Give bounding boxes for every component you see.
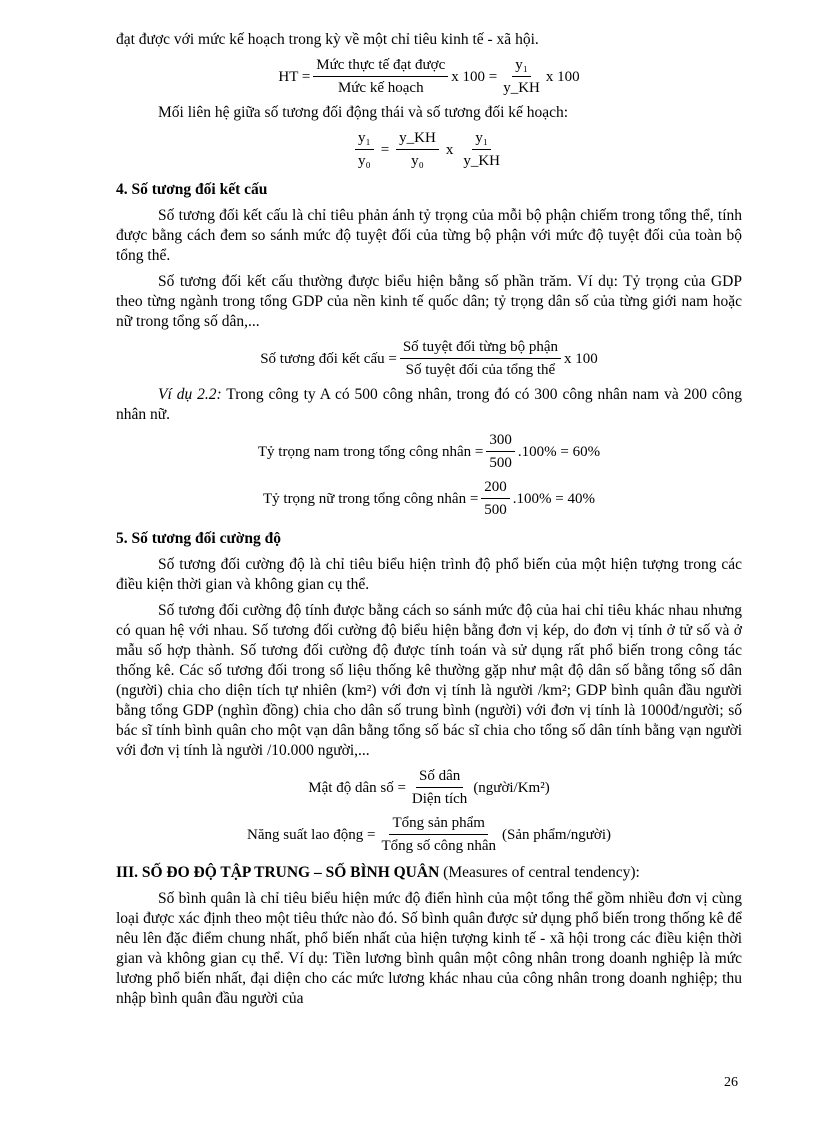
formula-ht-den1: Mức kế hoạch (337, 80, 424, 96)
formula-nam-lhs: Tỷ trọng nam trong tổng công nhân = (257, 443, 484, 460)
formula-rel-a-num: y₁ (355, 129, 374, 150)
section-4-paragraph-1: Số tương đối kết cấu là chỉ tiêu phản ánh tỷ trọng của mỗi bộ phận chiếm trong tổng thể, tính được bằng cách đem so sánh mức độ tuyệt đối của từng bộ phận với mức độ tuyệt đối của toàn bộ tổng thể. (116, 207, 742, 264)
formula-ht (116, 56, 742, 97)
formula-rel-b-num: y_KH (396, 129, 439, 150)
relation-paragraph: Mối liên hệ giữa số tương đối động thái và số tương đối kế hoạch: (158, 104, 569, 121)
page-content (116, 30, 742, 1009)
formula-md-lhs: Mật độ dân số = (308, 779, 406, 796)
formula-ty-trong-nam (116, 431, 742, 472)
formula-kc-mul: x 100 (564, 350, 598, 367)
formula-ht-lhs: HT = (278, 68, 311, 85)
section-4-paragraph-2: Số tương đối kết cấu thường được biểu hiện bằng số phần trăm. Ví dụ: Tỷ trọng của GDP theo từng ngành trong tổng GDP của nền kinh tế quốc dân; tỷ trọng dân số của từng giới nam hoặc nữ trong tổng số dân,... (116, 273, 742, 330)
formula-rel-c-num: y₁ (472, 129, 491, 150)
formula-ht-mul1: x 100 = (451, 68, 498, 85)
formula-kc-num: Số tuyệt đối từng bộ phận (400, 338, 561, 359)
formula-ht-num1: Mức thực tế đạt được (313, 56, 448, 77)
formula-kc-fraction (400, 338, 561, 379)
heading-section-4: 4. Số tương đối kết cấu (116, 181, 268, 198)
formula-ns-num: Tổng sản phẩm (389, 814, 487, 835)
formula-md-num: Số dân (416, 767, 463, 788)
formula-ns-lhs: Năng suất lao động = (247, 826, 376, 843)
formula-nu-den: 500 (484, 502, 507, 518)
formula-md-fraction (409, 767, 470, 808)
formula-kc-lhs: Số tương đối kết cấu = (260, 350, 397, 367)
formula-md-den: Diện tích (411, 791, 468, 807)
example-paragraph (116, 385, 742, 425)
formula-md-rhs: (người/Km²) (473, 779, 550, 796)
formula-ns-den: Tổng số công nhân (381, 838, 497, 854)
heading-iii-title: III. SỐ ĐO ĐỘ TẬP TRUNG – SỐ BÌNH QUÂN (116, 864, 440, 881)
formula-rel-b-den: y₀ (411, 153, 424, 169)
example-text: Trong công ty A có 500 công nhân, trong đó có 300 công nhân nam và 200 công nhân nữ. (116, 386, 742, 423)
section-iii-paragraph: Số bình quân là chỉ tiêu biểu hiện mức độ điển hình của một tổng thể gồm nhiều đơn vị cùng loại được xác định theo một tiêu thức nào đó. Số bình quân được sử dụng phổ biến trong thống kê để nêu lên đặc điểm chung nhất, phổ biến nhất của hiện tượng kinh tế - xã hội trong các điều kiện thời gian và không gian cụ thể. Ví dụ: Tiền lương bình quân một công nhân trong doanh nghiệp là mức lương phổ biến nhất, đại diện cho các mức lương khác nhau của công nhân trong doanh nghiệp; thu nhập bình quân đầu người của (116, 890, 742, 1007)
heading-section-iii (116, 863, 742, 883)
section-5-paragraph-2: Số tương đối cường độ tính được bằng cách so sánh mức độ của hai chỉ tiêu khác nhau nhưng có quan hệ với nhau. Số tương đối cường độ biểu hiện bằng đơn vị kép, do đơn vị tính ở tử số và ở mẫu số hợp thành. Số tương đối cường độ được tính toán và sử dụng rất phổ biến trong công tác thống kê. Các số tương đối trong số liệu thống kê thường gặp như mật độ dân số bằng tổng số dân (người) chia cho diện tích tự nhiên (km²) với đơn vị tính là người /km²; GDP bình quân đầu người bằng tổng GDP (nghìn đồng) chia cho dân số trung bình (người) với đơn vị tính là 1000đ/người; số bác sĩ tính bình quân cho một vạn dân bằng tổng số bác sĩ chia cho tổng số dân tính bằng vạn người với đơn vị tính là người /10.000 người,... (116, 602, 742, 759)
heading-iii-subtitle: (Measures of central tendency): (439, 864, 640, 881)
formula-ht-mul2: x 100 (545, 68, 580, 85)
formula-relation (116, 129, 742, 170)
formula-nam-rhs: .100% = 60% (517, 443, 601, 460)
formula-rel-a (355, 129, 374, 170)
formula-rel-b (396, 129, 439, 170)
formula-ns-fraction (378, 814, 499, 855)
formula-ht-fraction-2 (500, 56, 543, 97)
example-label: Ví dụ 2.2: (158, 386, 222, 403)
formula-kc-den: Số tuyệt đối của tổng thể (405, 362, 556, 378)
formula-nang-suat (116, 814, 742, 855)
formula-ns-rhs: (Sản phẩm/người) (502, 826, 611, 843)
formula-nam-den: 500 (489, 455, 512, 471)
formula-ht-num2: y₁ (512, 56, 531, 77)
formula-nu-lhs: Tỷ trọng nữ trong tổng công nhân = (262, 490, 479, 507)
formula-nu-rhs: .100% = 40% (512, 490, 595, 507)
formula-nam-fraction (486, 431, 515, 472)
formula-nu-fraction (481, 478, 510, 519)
section-5-paragraph-1: Số tương đối cường độ là chỉ tiêu biểu hiện trình độ phổ biến của một hiện tượng trong các điều kiện thời gian và không gian cụ thể. (116, 556, 742, 593)
formula-rel-c (460, 129, 503, 170)
intro-paragraph: đạt được với mức kế hoạch trong kỳ về một chỉ tiêu kinh tế - xã hội. (116, 31, 539, 48)
formula-ket-cau (116, 338, 742, 379)
formula-nam-num: 300 (486, 431, 515, 452)
page-number: 26 (724, 1075, 738, 1090)
formula-ht-den2: y_KH (503, 80, 540, 96)
formula-mat-do-dan-so (116, 767, 742, 808)
formula-ty-trong-nu (116, 478, 742, 519)
formula-rel-c-den: y_KH (463, 153, 501, 169)
formula-ht-fraction-1 (313, 56, 448, 97)
formula-rel-a-den: y₀ (357, 153, 371, 169)
formula-rel-eq: = (380, 141, 390, 158)
heading-section-5: 5. Số tương đối cường độ (116, 530, 281, 547)
formula-rel-x: x (445, 141, 454, 158)
formula-nu-num: 200 (481, 478, 510, 499)
